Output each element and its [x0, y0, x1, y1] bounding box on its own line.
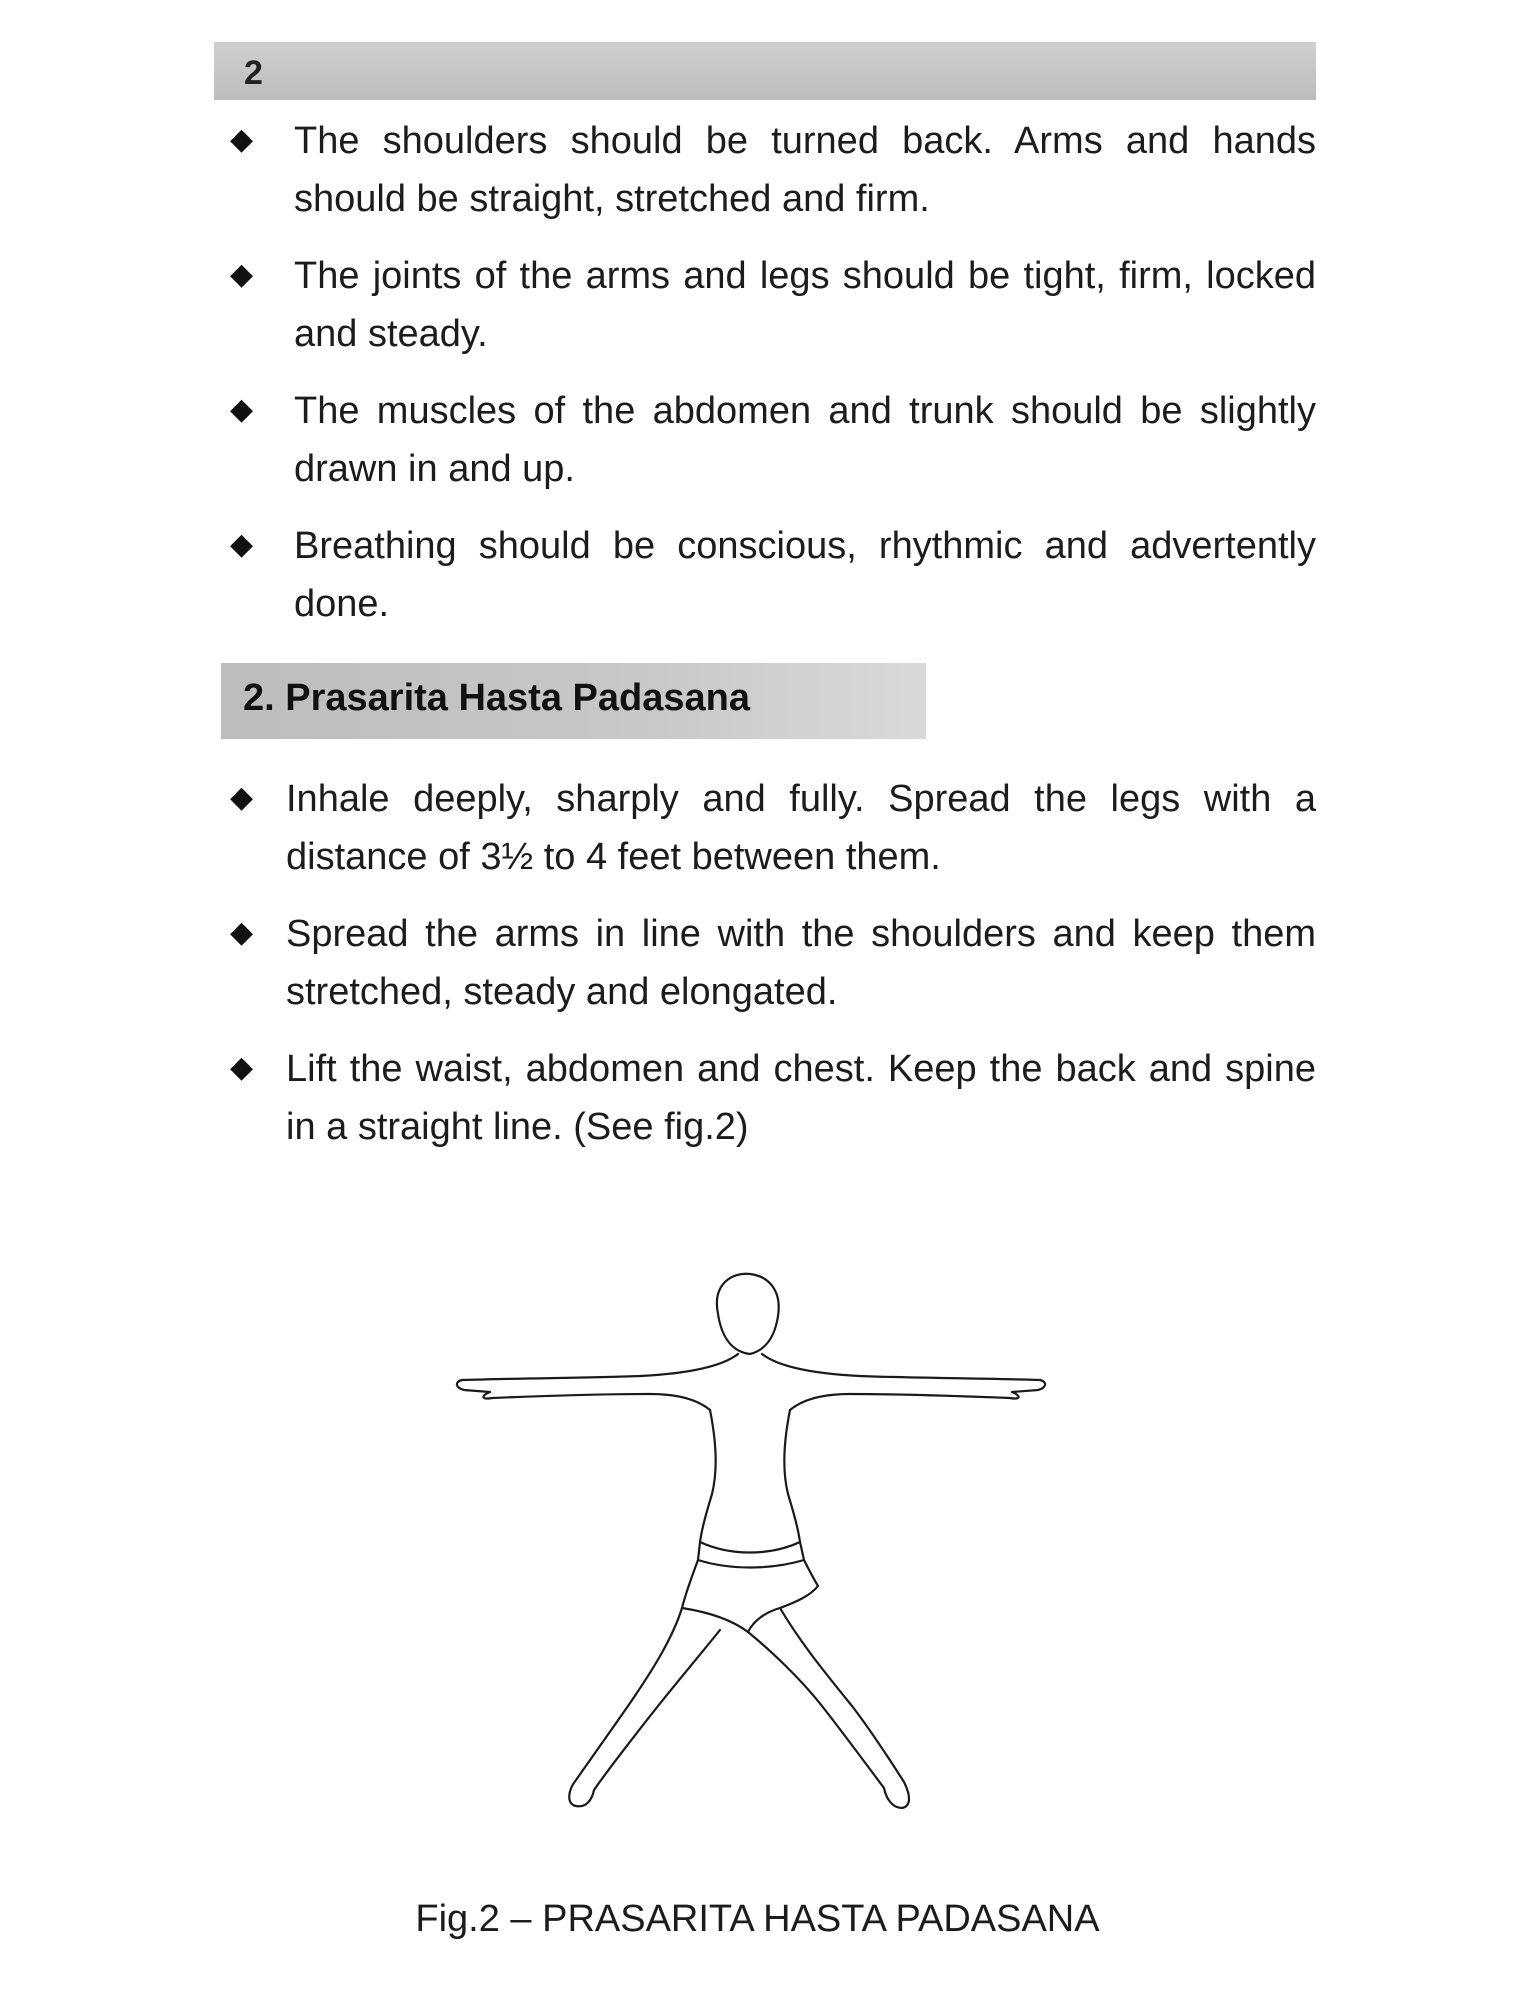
list-item-text: The shoulders should be turned back. Arms and hands should be straight, stretched and firm. — [294, 120, 1316, 220]
list-item-text: Breathing should be conscious, rhythmic and advertently done. — [294, 525, 1316, 625]
list-item-text: Lift the waist, abdomen and chest. Keep the back and spine in a straight line. (See fig.2) — [286, 1048, 1316, 1148]
instruction-list-2 — [224, 770, 1316, 1175]
list-item — [224, 112, 1316, 228]
figure-left-leg — [569, 1608, 720, 1806]
list-item — [224, 247, 1316, 363]
list-item — [224, 517, 1316, 633]
figure-caption: Fig.2 – PRASARITA HASTA PADASANA — [415, 1898, 1100, 1940]
diamond-bullet-icon: ◆ — [230, 393, 254, 426]
section-heading: 2. Prasarita Hasta Padasana — [243, 677, 750, 719]
instruction-list-1 — [224, 112, 1316, 652]
figure-torso-right — [784, 1410, 800, 1542]
figure-torso-left — [700, 1410, 716, 1542]
page-number: 2 — [244, 54, 263, 92]
figure-waistband — [698, 1542, 804, 1568]
diamond-bullet-icon: ◆ — [230, 123, 254, 156]
figure-left-arm — [457, 1354, 738, 1410]
human-figure-pose-illustration — [450, 1270, 1070, 1830]
diamond-bullet-icon: ◆ — [230, 528, 254, 561]
list-item — [224, 382, 1316, 498]
figure-right-arm — [762, 1354, 1045, 1410]
list-item — [224, 905, 1316, 1021]
list-item-text: The joints of the arms and legs should be tight, firm, locked and steady. — [294, 255, 1316, 355]
list-item-text: The muscles of the abdomen and trunk should be slightly drawn in and up. — [294, 390, 1316, 490]
diamond-bullet-icon: ◆ — [230, 258, 254, 291]
figure-shorts — [682, 1560, 818, 1632]
diamond-bullet-icon: ◆ — [230, 781, 254, 814]
page-header-bar — [214, 42, 1316, 100]
diamond-bullet-icon: ◆ — [230, 1051, 254, 1084]
figure-right-leg — [748, 1608, 909, 1808]
section-heading-bar — [221, 663, 926, 739]
list-item — [224, 1040, 1316, 1156]
diamond-bullet-icon: ◆ — [230, 916, 254, 949]
figure-head — [717, 1274, 779, 1354]
list-item — [224, 770, 1316, 886]
list-item-text: Spread the arms in line with the shoulders and keep them stretched, steady and elongated. — [286, 913, 1316, 1013]
list-item-text: Inhale deeply, sharply and fully. Spread the legs with a distance of 3½ to 4 feet between them. — [286, 778, 1316, 878]
